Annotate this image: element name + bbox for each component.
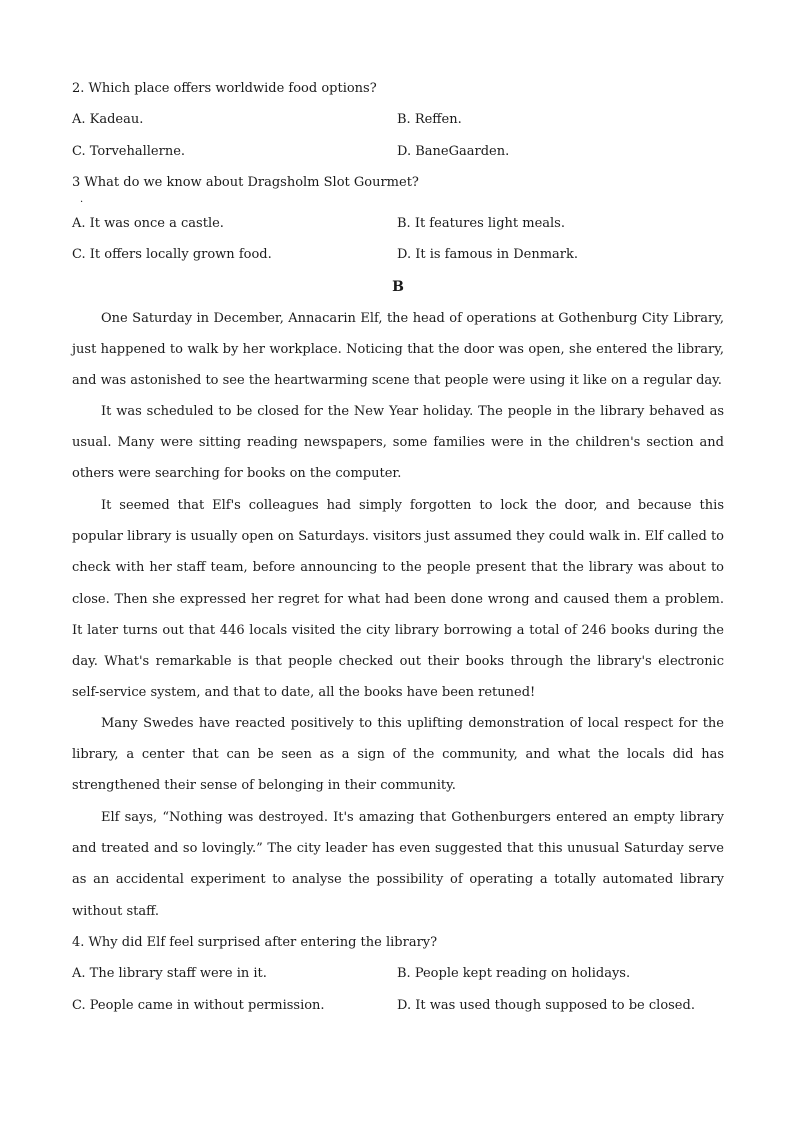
question-3-option-d: D. It is famous in Denmark. xyxy=(397,247,579,262)
stray-mark: · xyxy=(80,197,84,208)
passage-paragraph-4: Many Swedes have reacted positively to this uplifting demonstration of local respect for the library, a center that can be seen as a sign of the community, and what the locals did has strengthened their sense of belonging in their community. xyxy=(72,716,724,794)
question-4-stem: 4. Why did Elf feel surprised after entering the library? xyxy=(72,935,438,950)
question-3-stem: 3 What do we know about Dragsholm Slot Gourmet? xyxy=(72,175,419,190)
passage-paragraph-1: One Saturday in December, Annacarin Elf, the head of operations at Gothenburg City Library, just happened to walk by her workplace. Noticing that the door was open, she entered the library, and was astonished to see the heartwarming scene that people were using it like on a regular day. xyxy=(72,311,724,389)
question-2-option-a: A. Kadeau. xyxy=(72,112,144,127)
passage-paragraph-2: It was scheduled to be closed for the New Year holiday. The people in the library behaved as usual. Many were sitting reading newspapers, some families were in the children's section and others were searching for books on the computer. xyxy=(72,404,724,482)
question-2-stem: 2. Which place offers worldwide food options? xyxy=(72,81,377,96)
question-2-option-d: D. BaneGaarden. xyxy=(397,144,510,159)
section-heading: B xyxy=(392,279,404,295)
passage-paragraph-5: Elf says, “Nothing was destroyed. It's amazing that Gothenburgers entered an empty library and treated and so lovingly.” The city leader has even suggested that this unusual Saturday serve as an accidental experiment to analyse the possibility of operating a totally automated library without staff. xyxy=(72,810,724,919)
passage-paragraph-3: It seemed that Elf's colleagues had simply forgotten to lock the door, and because this popular library is usually open on Saturdays. visitors just assumed they could walk in. Elf called to check with her staff team, before announcing to the people present that the library was about to close. Then she expressed her regret for what had been done wrong and caused them a problem. It later turns out that 446 locals visited the city library borrowing a total of 246 books during the day. What's remarkable is that people checked out their books through the library's electronic self-service system, and that to date, all the books have been retuned! xyxy=(72,498,724,701)
question-4-option-b: B. People kept reading on holidays. xyxy=(397,966,631,981)
question-2-option-c: C. Torvehallerne. xyxy=(72,144,186,159)
question-4-option-d: D. It was used though supposed to be closed. xyxy=(397,998,695,1013)
question-3-option-c: C. It offers locally grown food. xyxy=(72,247,272,262)
question-3-option-a: A. It was once a castle. xyxy=(72,216,224,231)
question-3-option-b: B. It features light meals. xyxy=(397,216,565,231)
question-4-option-a: A. The library staff were in it. xyxy=(72,966,267,981)
question-2-option-b: B. Reffen. xyxy=(397,112,462,127)
question-4-option-c: C. People came in without permission. xyxy=(72,998,325,1013)
